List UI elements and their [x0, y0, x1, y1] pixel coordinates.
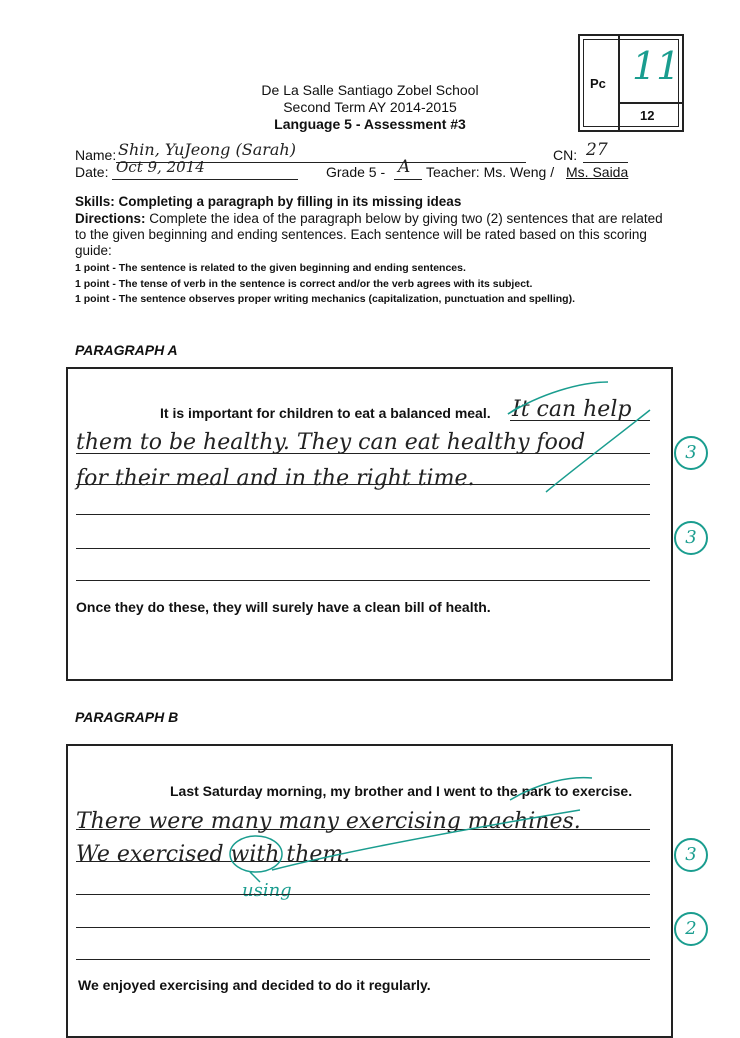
school-name: De La Salle Santiago Zobel School — [261, 82, 479, 98]
paragraph-b-line-4 — [76, 927, 650, 928]
grade-line — [394, 179, 422, 180]
paragraph-b-score-1: 3 — [674, 838, 708, 872]
paragraph-b-hand-2: We exercised with them. — [76, 842, 351, 867]
paragraph-b-begin: Last Saturday morning, my brother and I went to the park to exercise. — [170, 783, 633, 799]
paragraph-a-line-5 — [76, 580, 650, 581]
teacher-alt: Ms. Saida — [566, 164, 629, 180]
paragraph-a-hand-3: for their meal and in the right time. — [76, 466, 475, 491]
date-label: Date: — [75, 164, 109, 180]
paragraph-a-title: PARAGRAPH A — [75, 342, 178, 358]
rule-2: 1 point - The tense of verb in the sentence is correct and/or the verb agrees with its subject. — [75, 278, 533, 290]
grade-value: A — [398, 157, 411, 177]
paragraph-b-end: We enjoyed exercising and decided to do it regularly. — [78, 977, 431, 993]
assessment-title: Language 5 - Assessment #3 — [274, 116, 466, 132]
paragraph-a-end: Once they do these, they will surely have a clean bill of health. — [76, 599, 491, 615]
paragraph-a-begin: It is important for children to eat a balanced meal. — [160, 405, 491, 421]
directions — [75, 211, 675, 259]
paragraph-a-hand-2: them to be healthy. They can eat healthy food — [76, 430, 586, 455]
score-label: Pc — [590, 76, 606, 91]
rule-3: 1 point - The sentence observes proper writing mechanics (capitalization, punctuation and spelling). — [75, 293, 575, 305]
teacher-label: Teacher: Ms. Weng / — [426, 164, 555, 180]
score-earned: 11 — [632, 44, 681, 88]
cn-value: 27 — [586, 140, 608, 160]
paragraph-b-line-5 — [76, 959, 650, 960]
score-total: 12 — [640, 108, 655, 123]
skills-heading: Skills: Completing a paragraph by filling in its missing ideas — [75, 194, 462, 209]
paragraph-b-score-2: 2 — [674, 912, 708, 946]
cn-label: CN: — [553, 147, 578, 163]
date-line — [112, 179, 298, 180]
teacher-marks-a — [500, 374, 710, 504]
paragraph-b-hand-1: There were many many exercising machines. — [76, 809, 581, 834]
paragraph-b-correction: using — [242, 880, 292, 901]
score-box — [578, 34, 684, 132]
paragraph-b-title: PARAGRAPH B — [75, 709, 179, 725]
paragraph-a-line-3 — [76, 514, 650, 515]
name-value: Shin, YuJeong (Sarah) — [118, 140, 296, 159]
term: Second Term AY 2014-2015 — [283, 99, 457, 115]
paragraph-a-score-1: 3 — [674, 436, 708, 470]
cn-line — [583, 162, 628, 163]
paragraph-a-hand-1: It can help — [512, 397, 632, 422]
name-label: Name: — [75, 147, 117, 163]
directions-text: Complete the idea of the paragraph below by giving two (2) sentences that are related to the given beginning and ending sentences. Each sentence will be rated based on this scoring guide: — [75, 211, 663, 258]
directions-label: Directions: — [75, 211, 146, 226]
paragraph-a-line-4 — [76, 548, 650, 549]
paragraph-a-score-2: 3 — [674, 521, 708, 555]
grade-label: Grade 5 - — [326, 164, 386, 180]
date-value: Oct 9, 2014 — [116, 158, 205, 176]
rule-1: 1 point - The sentence is related to the given beginning and ending sentences. — [75, 262, 466, 274]
teacher-marks-b — [220, 770, 640, 920]
